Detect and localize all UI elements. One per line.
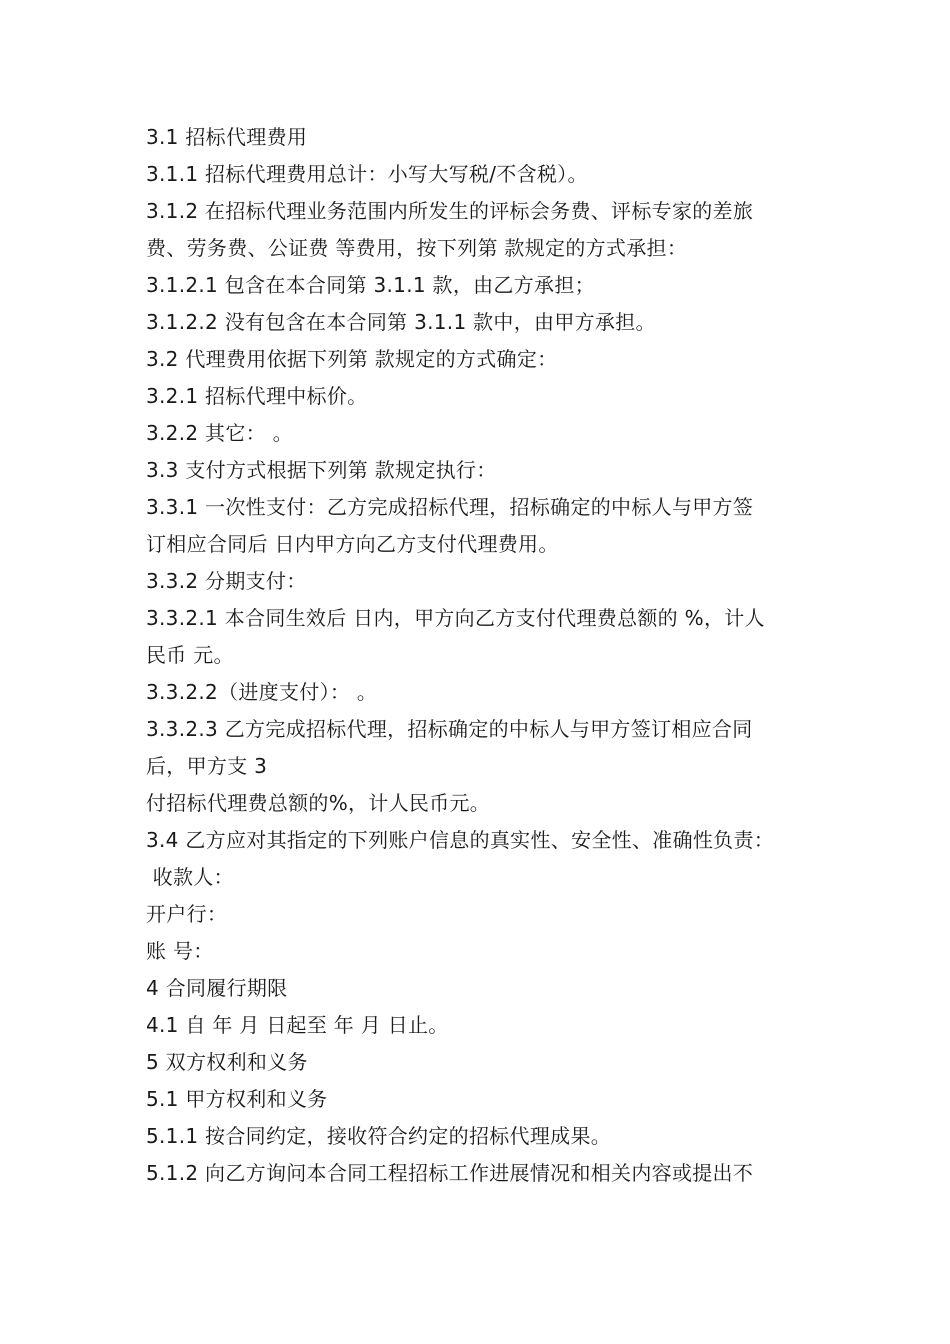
clause-3-3-1-continued: 订相应合同后 日内甲方向乙方支付代理费用。 [146, 532, 559, 556]
account-number-label: 账 号： [146, 939, 214, 963]
clause-3-1-2-continued: 费、劳务费、公证费 等费用，按下列第 款规定的方式承担： [146, 236, 688, 260]
clause-4-1: 4.1 自 年 月 日起至 年 月 日止。 [146, 1013, 449, 1037]
section-heading-3-4: 3.4 乙方应对其指定的下列账户信息的真实性、安全性、准确性负责： [146, 828, 775, 852]
clause-3-2-2: 3.2.2 其它： 。 [146, 421, 293, 445]
clause-3-3-2-3: 3.3.2.3 乙方完成招标代理，招标确定的中标人与甲方签订相应合同 [146, 717, 753, 741]
clause-3-3-1: 3.3.1 一次性支付：乙方完成招标代理，招标确定的中标人与甲方签 [146, 495, 754, 519]
clause-3-3-2: 3.3.2 分期支付： [146, 569, 307, 593]
clause-3-3-2-1: 3.3.2.1 本合同生效后 日内，甲方向乙方支付代理费总额的 %，计人 [146, 606, 765, 630]
section-heading-3-2: 3.2 代理费用依据下列第 款规定的方式确定： [146, 347, 558, 371]
clause-3-1-2: 3.1.2 在招标代理业务范围内所发生的评标会务费、评标专家的差旅 [146, 199, 754, 223]
clause-3-1-1: 3.1.1 招标代理费用总计：小写大写税/不含税）。 [146, 162, 588, 186]
clause-3-3-2-1-continued: 民币 元。 [146, 643, 234, 667]
clause-3-2-1: 3.2.1 招标代理中标价。 [146, 384, 368, 408]
clause-3-3-2-3-continued-2: 付招标代理费总额的%，计人民币元。 [146, 791, 491, 815]
account-payee-label: 收款人： [146, 865, 234, 889]
section-heading-3-1: 3.1 招标代理费用 [146, 125, 308, 149]
section-heading-5-1: 5.1 甲方权利和义务 [146, 1087, 328, 1111]
clause-3-1-2-2: 3.1.2.2 没有包含在本合同第 3.1.1 款中，由甲方承担。 [146, 310, 656, 334]
clause-3-3-2-2: 3.3.2.2（进度支付）： 。 [146, 680, 378, 704]
account-bank-label: 开户行： [146, 902, 228, 926]
clause-3-3-2-3-continued: 后，甲方支 3 [146, 754, 268, 778]
section-heading-4: 4 合同履行期限 [146, 976, 288, 1000]
section-heading-3-3: 3.3 支付方式根据下列第 款规定执行： [146, 458, 497, 482]
section-heading-5: 5 双方权利和义务 [146, 1050, 308, 1074]
clause-5-1-2: 5.1.2 向乙方询问本合同工程招标工作进展情况和相关内容或提出不 [146, 1161, 754, 1185]
clause-3-1-2-1: 3.1.2.1 包含在本合同第 3.1.1 款，由乙方承担； [146, 273, 595, 297]
document-body [146, 119, 836, 1192]
clause-5-1-1: 5.1.1 按合同约定，接收符合约定的招标代理成果。 [146, 1124, 612, 1148]
